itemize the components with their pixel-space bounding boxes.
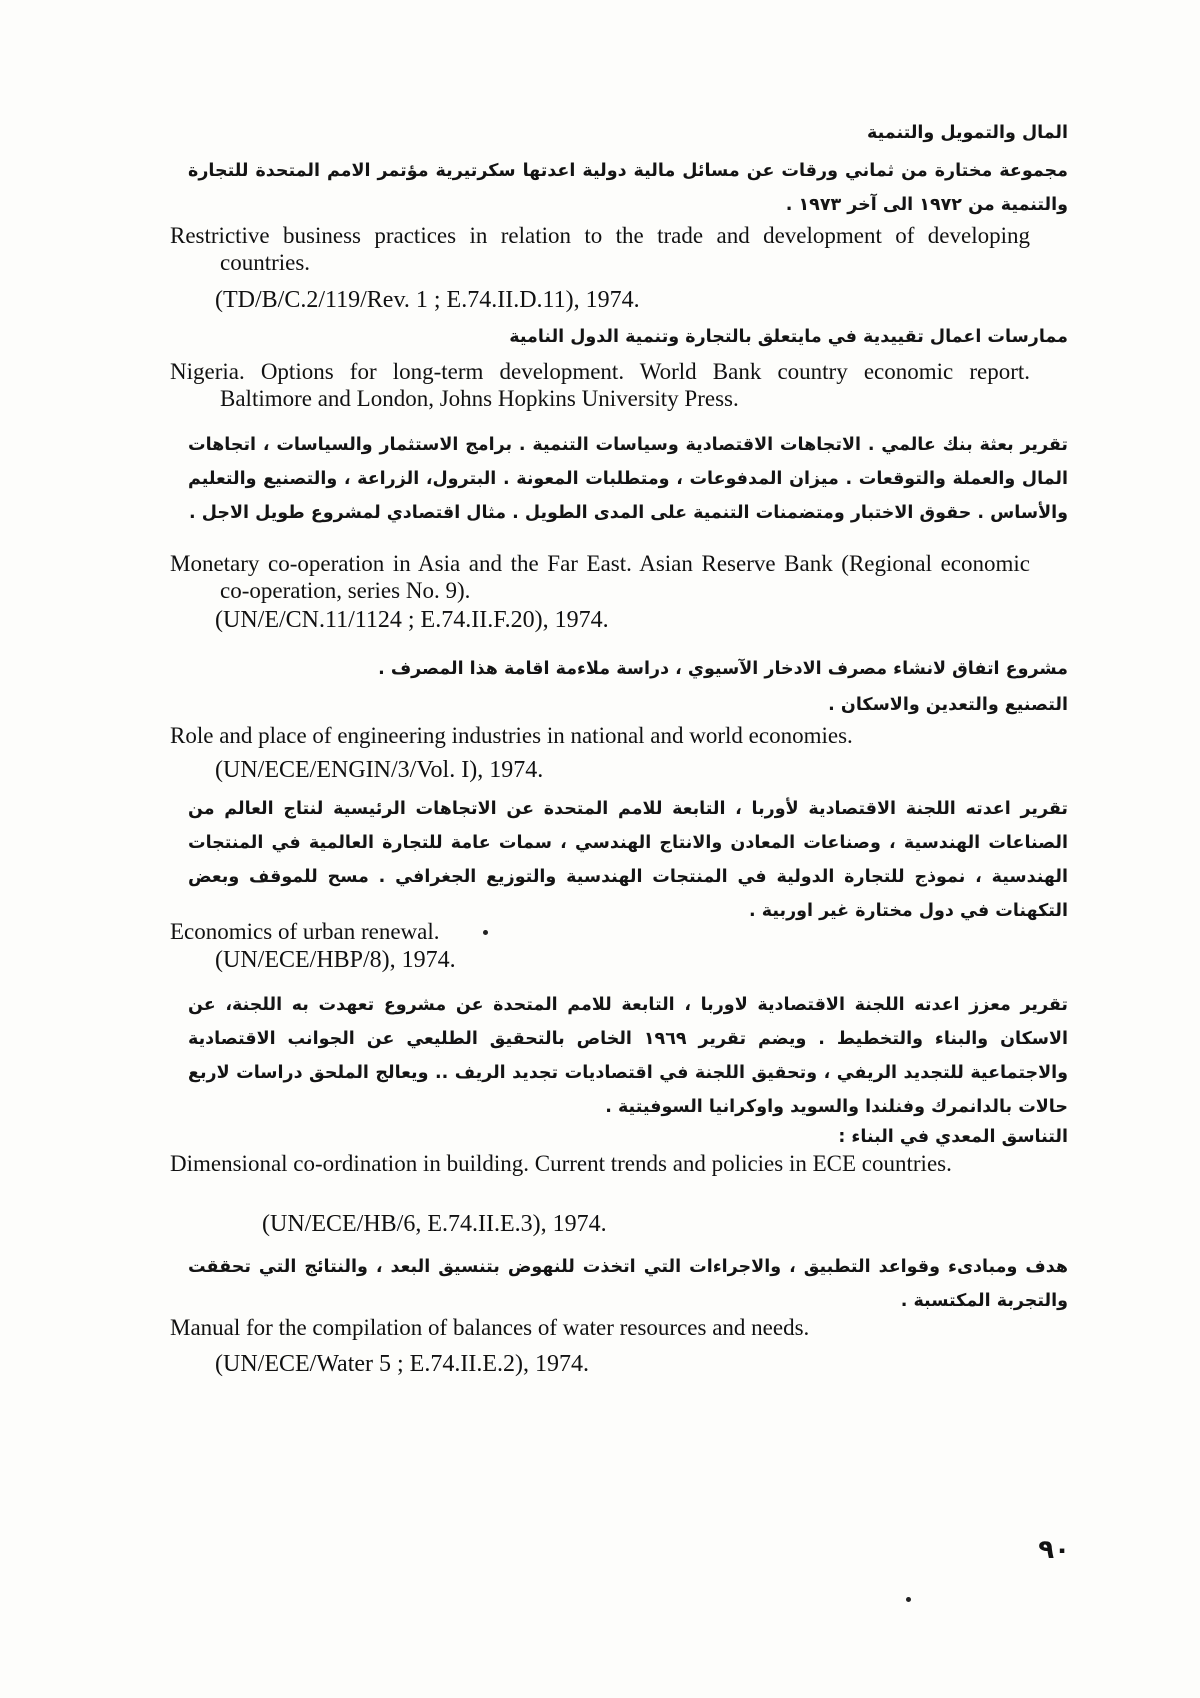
entry-2-arabic-summary: تقرير بعثة بنك عالمي . الاتجاهات الاقتصادية وسياسات التنمية . برامج الاستثمار والسياسات ، اتجاهات المال والعملة والتوقعات . ميزان المدفوعات ، ومتطلبات المعونة . البترول، الزراعة ، والتصنيع والتعليم والأساس . حقوق الاختبار ومتضمنات التنمية على المدى الطويل . مثال اقتصادي لمشروع طويل الاجل .: [188, 435, 1068, 523]
entry-4-arabic-summary: تقرير اعدته اللجنة الاقتصادية لأوربا ، التابعة للامم المتحدة عن الاتجاهات الرئيسية لنتاج العالم من الصناعات الهندسية ، وصناعات المعادن والانتاج الهندسي ، سمات عامة للتجارة العالمية في المنتجات الهندسية ، نموذج للتجارة الدولية في المنتجات الهندسية والتوزيع الجغرافي . مسح للموقف وبعض التكهنات في دول مختارة غير اوربية .: [188, 799, 1068, 921]
entry-4-english-title: Role and place of engineering industries in national and world economies.: [170, 723, 853, 748]
entry-1-english-title: Restrictive business practices in relation to the trade and development of developing countries.: [170, 223, 1030, 275]
entry-3-arabic-summary: مشروع اتفاق لانشاء مصرف الادخار الآسيوي ، دراسة ملاءمة اقامة هذا المصرف .: [378, 659, 1068, 679]
entry-1-arabic-summary: ممارسات اعمال تقييدية في مايتعلق بالتجارة وتنمية الدول النامية: [509, 327, 1068, 347]
entry-7-english-title: Manual for the compilation of balances of water resources and needs.: [170, 1315, 810, 1340]
scan-speck: [483, 930, 488, 935]
entry-2-english-title: Nigeria. Options for long-term development. World Bank country economic report. Baltimore and London, Johns Hopkins University Press.: [170, 359, 1030, 411]
entry-4-arabic-intro: التصنيع والتعدين والاسكان .: [828, 695, 1068, 715]
scan-speck: [906, 1597, 911, 1602]
page-number: ٩٠: [1038, 1535, 1070, 1565]
entry-3-reference: (UN/E/CN.11/1124 ; E.74.II.F.20), 1974.: [215, 607, 609, 633]
entry-5-arabic-summary: تقرير معزز اعدته اللجنة الاقتصادية لاوربا ، التابعة للامم المتحدة عن مشروع تعهدت به اللجنة، عن الاسكان والبناء والتخطيط . ويضم تقرير ١٩٦٩ الخاص بالتحقيق الطليعي عن الجوانب الاقتصادية والاجتماعية للتجديد الريفي ، وتحقيق اللجنة في اقتصاديات تجديد الريف .. ويعالج الملحق دراسات لاربع حالات بالدانمرك وفنلندا والسويد واوكرانيا السوفيتية .: [188, 995, 1068, 1117]
entry-6-english-title: Dimensional co-ordination in building. Current trends and policies in ECE countries.: [170, 1151, 952, 1176]
entry-5-reference: (UN/ECE/HBP/8), 1974.: [215, 947, 456, 973]
entry-6-reference: (UN/ECE/HB/6, E.74.II.E.3), 1974.: [262, 1211, 607, 1237]
section-heading: المال والتمويل والتنمية: [867, 123, 1068, 143]
entry-7-reference: (UN/ECE/Water 5 ; E.74.II.E.2), 1974.: [215, 1351, 589, 1377]
entry-3-english-title: Monetary co-operation in Asia and the Far East. Asian Reserve Bank (Regional economic co-operation, series No. 9).: [170, 551, 1030, 603]
entry-1-reference: (TD/B/C.2/119/Rev. 1 ; E.74.II.D.11), 1974.: [215, 287, 640, 313]
entry-6-arabic-summary: هدف ومبادىء وقواعد التطبيق ، والاجراءات التي اتخذت للنهوض بتنسيق البعد ، والنتائج التي تحققت والتجربة المكتسبة .: [188, 1257, 1068, 1311]
entry-5-english-title: Economics of urban renewal.: [170, 919, 440, 944]
entry-6-arabic-intro: التناسق المعدي في البناء :: [838, 1127, 1068, 1147]
entry-1-arabic-intro: مجموعة مختارة من ثماني ورقات عن مسائل مالية دولية اعدتها سكرتيرية مؤتمر الامم المتحدة للتجارة والتنمية من ١٩٧٢ الى آخر ١٩٧٣ .: [188, 161, 1068, 215]
entry-4-reference: (UN/ECE/ENGIN/3/Vol. I), 1974.: [215, 757, 544, 783]
